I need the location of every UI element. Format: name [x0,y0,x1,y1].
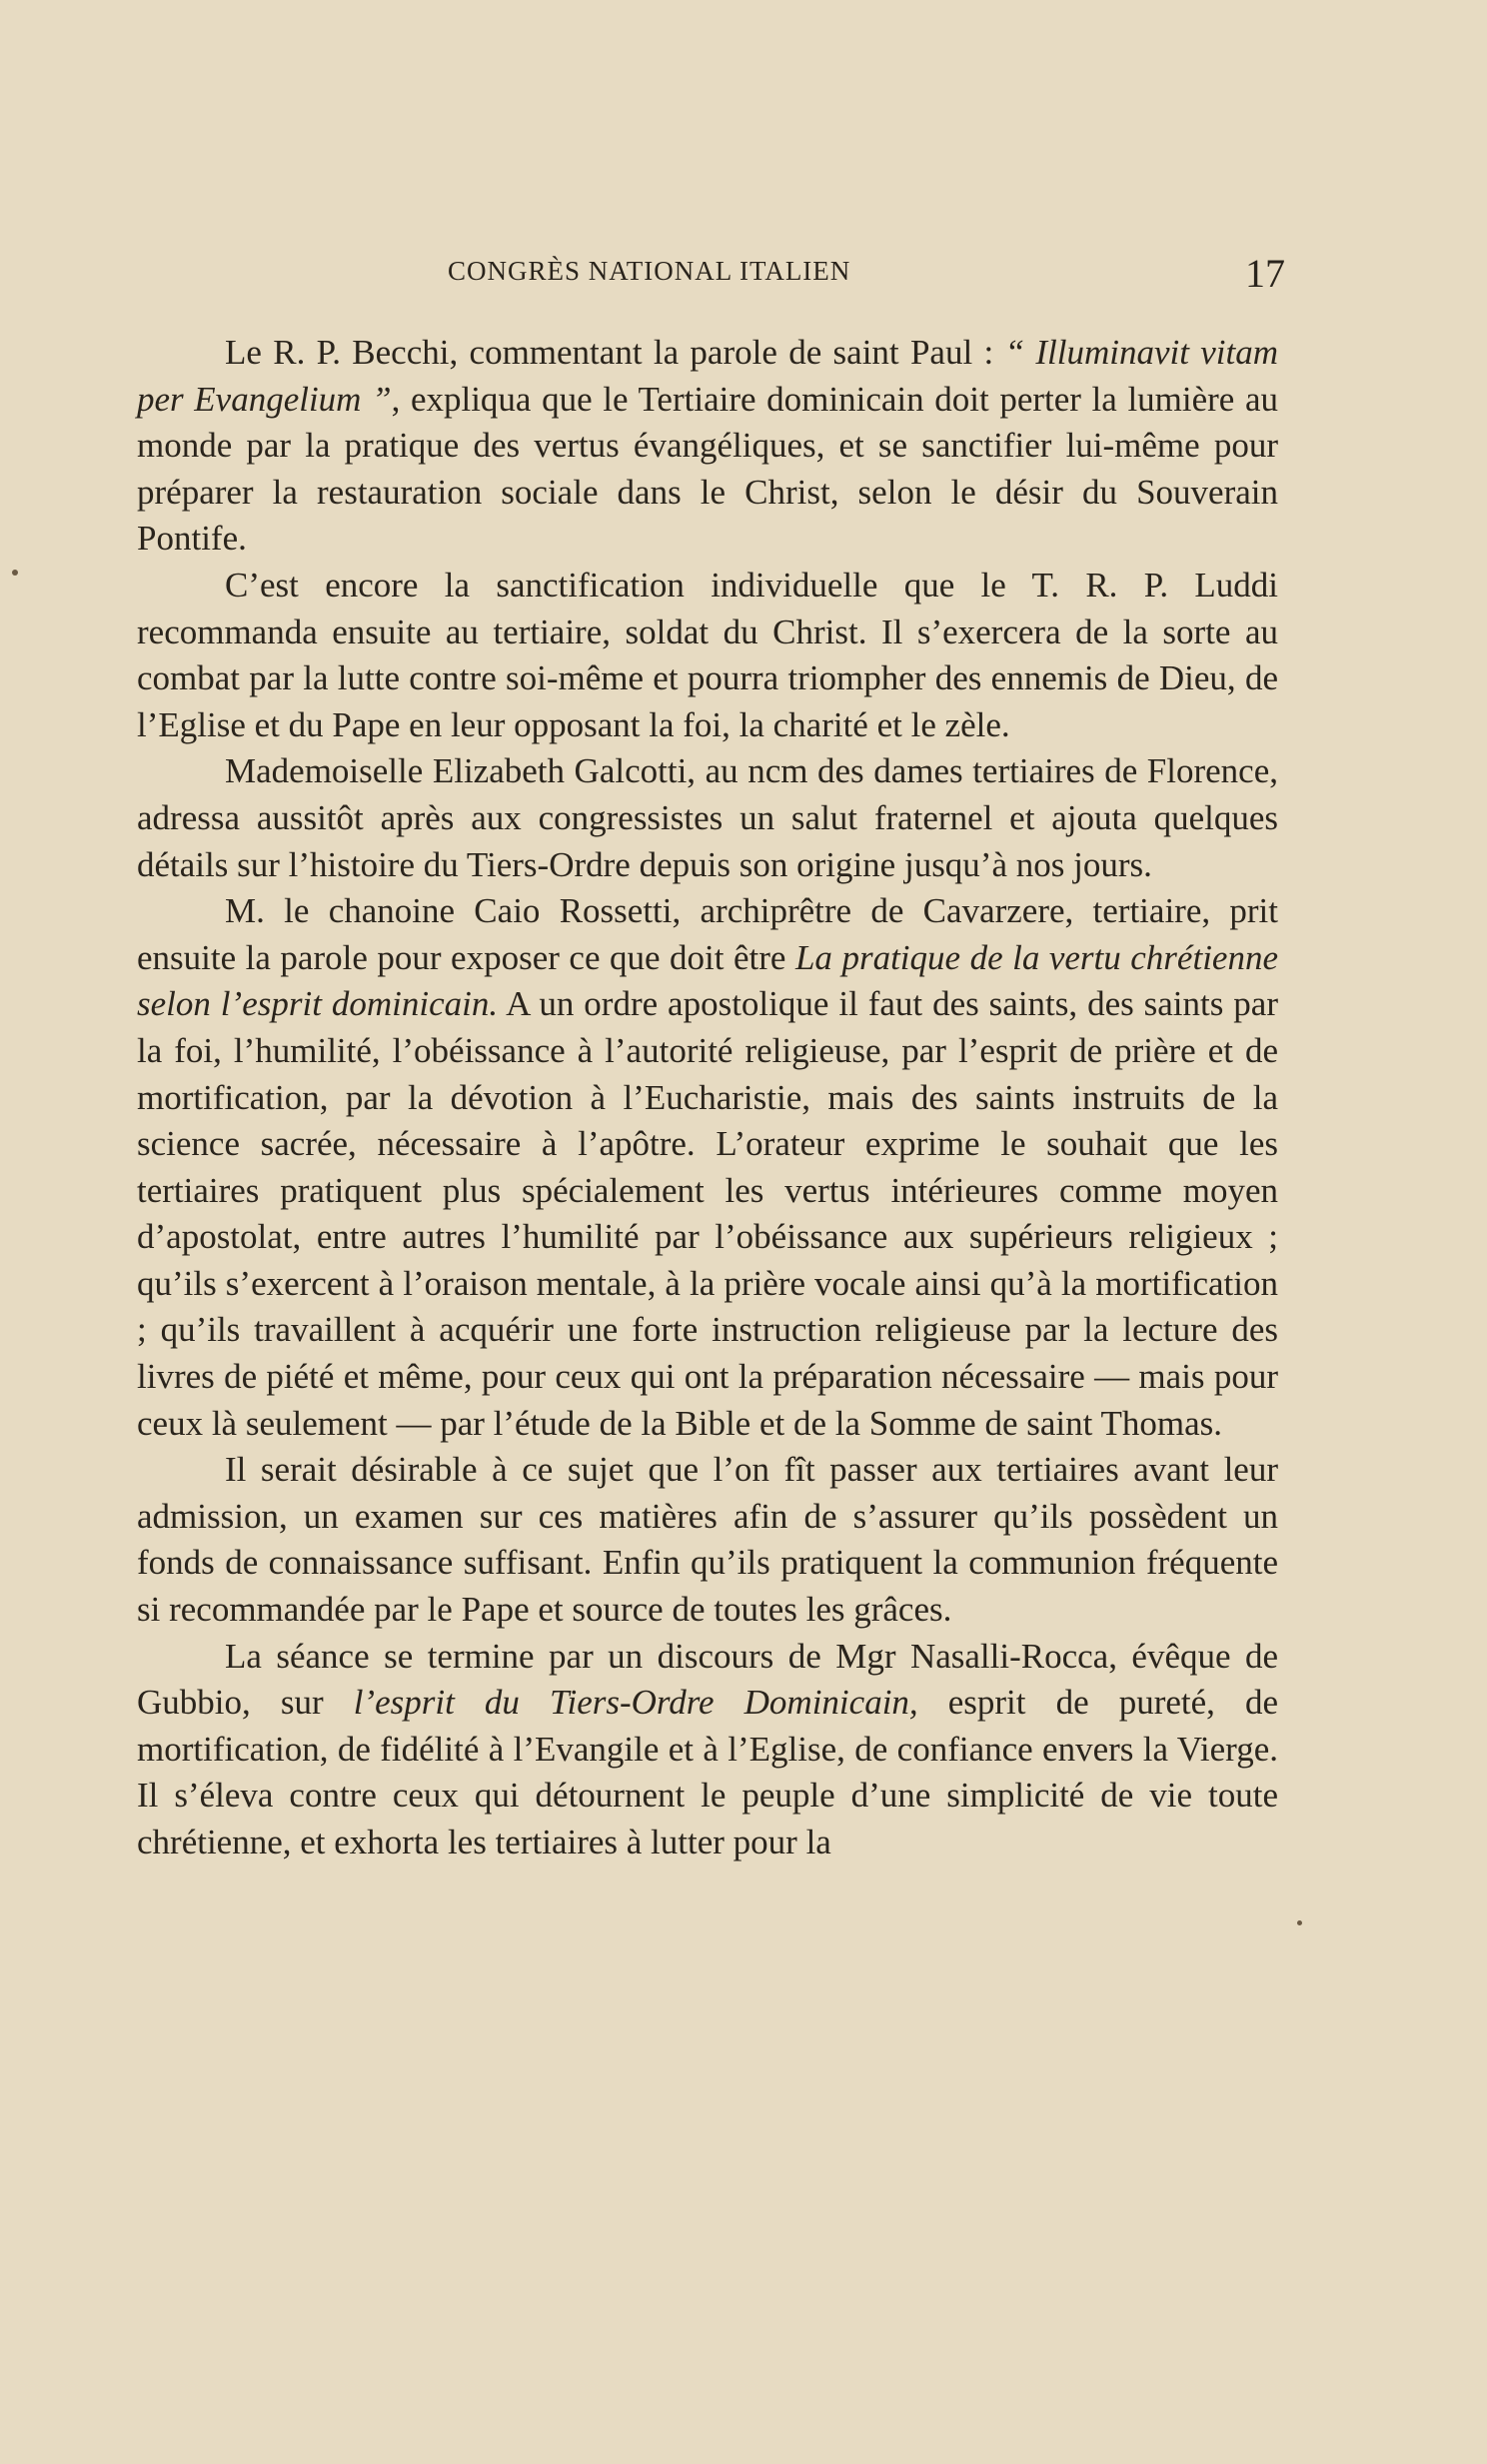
paper-speck [1297,1920,1302,1925]
paragraph-text: La séance se termine par un discours de Mgr Nasalli-Rocca, évêque de Gubbio, sur [137,1636,1278,1723]
paragraph-rossetti [137,888,1278,1447]
page-number: 17 [1245,251,1285,296]
paragraph-text: A un ordre apostolique il faut des saints, des saints par la foi, l’humilité, l’obéissance à l’autorité religieuse, par l’esprit de prière et de mortification, par la dévotion à l’Eucharistie, mais des saints instruits de la science sacrée, nécessaire à l’apôtre. L’orateur exprime le souhait que les tertiaires pratiquent plus spécialement les vertus intérieures comme moyen d’apostolat, entre autres l’humilité par l’obéissance aux supérieurs religieux ; qu’ils s’exercent à l’oraison mentale, à la prière vocale ainsi qu’à la mortification ; qu’ils travaillent à acquérir une forte instruction religieuse par la lecture des livres de piété et même, pour ceux qui ont la préparation nécessaire — mais pour ceux là seulement — par l’étude de la Bible et de la Somme de saint Thomas. [137,984,1278,1443]
paragraph-luddi [137,563,1278,748]
running-title: CONGRÈS NATIONAL ITALIEN [448,256,851,286]
italic-quotation: “ Illuminavit vitam per Evangelium ” [137,333,1279,419]
paragraph-text: C’est encore la sanctification individuelle que le T. R. P. Luddi recommanda ensuite au tertiaire, soldat du Christ. Il s’exercera de la sorte au combat par la lutte contre soi-même et pourra triompher des ennemis de Dieu, de l’Eglise et du Pape en leur opposant la foi, la charité et le zèle. [137,565,1278,744]
paragraph-becchi [137,330,1278,563]
paragraph-galcotti [137,748,1278,888]
paper-speck [12,570,18,576]
paragraph-text: , expliqua que le Tertiaire dominicain doit perter la lumière au monde par la pratique des vertus évangéliques, et se sanctifier lui-même pour préparer la restauration sociale dans le Christ, selon le désir du Souverain Pontife. [137,379,1278,559]
paragraph-text: M. le chanoine Caio Rossetti, archiprêtre de Cavarzere, tertiaire, prit ensuite la parole pour exposer ce que doit être [137,891,1278,977]
paragraph-text: esprit de pureté, de mortification, de fidélité à l’Evangile et à l’Eglise, de confiance envers la Vierge. Il s’éleva contre ceux qui détournent le peuple d’une simplicité de vie toute chrétienne, et exhorta les tertiaires à lutter pour la [137,1683,1278,1861]
italic-lecture-title: La pratique de la vertu chrétienne selon l’esprit dominicain. [137,937,1278,1024]
paragraph-text: Il serait désirable à ce sujet que l’on fît passer aux tertiaires avant leur admission, un examen sur ces matières afin de s’assurer qu’ils possèdent un fonds de connaissance suffisant. Enfin qu’ils pratiquent la communion fréquente si recommandée par le Pape et source de toutes les grâces. [137,1450,1278,1630]
paragraph-nasalli-rocca [137,1634,1278,1866]
running-head [448,250,1297,300]
paragraph-text: Mademoiselle Elizabeth Galcotti, au ncm des dames tertiaires de Florence, adressa aussitôt après aux congressistes un salut fraternel et ajouta quelques détails sur l’histoire du Tiers-Ordre depuis son origine jusqu’à nos jours. [137,751,1278,884]
paragraph-examen [137,1447,1278,1633]
paragraph-text: Le R. P. Becchi, commentant la parole de saint Paul : [225,333,1005,372]
body-text [137,330,1278,1866]
italic-discourse-title: l’esprit du Tiers-Ordre Dominicain, [353,1683,918,1723]
